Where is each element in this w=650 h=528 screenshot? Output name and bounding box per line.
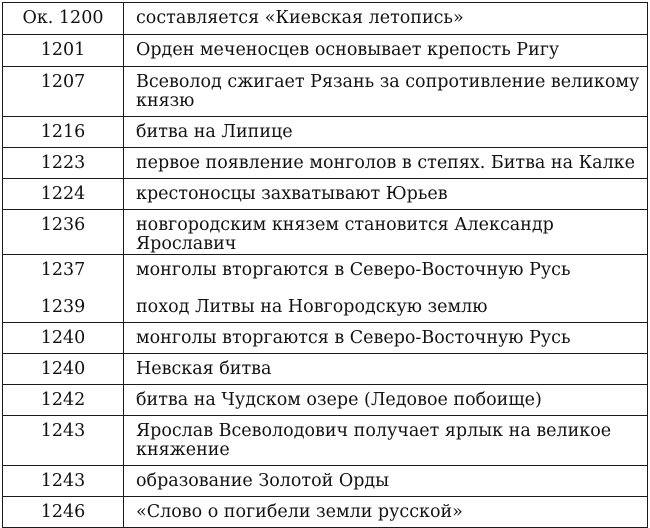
event-cell-secondary: поход Литвы на Новгородскую землю	[136, 297, 488, 317]
event-cell: составляется «Киевская летопись»	[136, 8, 464, 28]
event-cell: Ярослав Всеволодович получает ярлык на великое княжение	[136, 421, 612, 460]
table-row	[3, 179, 648, 210]
year-cell: 1246	[40, 502, 86, 522]
year-cell: 1243	[40, 471, 86, 491]
event-cell: Невская битва	[136, 359, 272, 379]
year-cell-secondary: 1239	[40, 297, 86, 317]
event-cell: «Слово о погибели земли русской»	[136, 502, 463, 522]
event-cell: Орден меченосцев основывает крепость Ригу	[136, 40, 560, 60]
event-cell: монголы вторгаются в Северо-Восточную Русь	[136, 260, 571, 280]
year-cell: 1223	[40, 153, 86, 173]
year-cell: 1243	[40, 421, 86, 441]
table-row	[3, 416, 648, 466]
table-row	[3, 323, 648, 354]
event-cell: образование Золотой Орды	[136, 471, 390, 491]
event-cell: монголы вторгаются в Северо-Восточную Русь	[136, 328, 571, 348]
table-row	[3, 3, 648, 35]
year-cell: 1224	[40, 184, 86, 204]
event-cell: битва на Чудском озере (Ледовое побоище)	[136, 390, 542, 410]
event-cell: первое появление монголов в степях. Битва на Калке	[136, 153, 635, 173]
event-cell: новгородским князем становится Александр Ярославич	[136, 215, 554, 254]
table-row	[3, 466, 648, 497]
year-cell: 1201	[40, 40, 86, 60]
table-row	[3, 117, 648, 148]
year-cell: 1242	[40, 390, 86, 410]
year-cell: 1216	[40, 122, 86, 142]
event-cell: Всеволод сжигает Рязань за сопротивление великому князю	[136, 72, 640, 111]
table-row	[3, 255, 648, 323]
year-cell: 1240	[40, 359, 86, 379]
year-cell: 1207	[40, 72, 86, 92]
table-row	[3, 497, 648, 528]
table-row	[3, 385, 648, 416]
event-cell: крестоносцы захватывают Юрьев	[136, 184, 448, 204]
year-cell: 1237	[40, 260, 86, 280]
year-cell: Ок. 1200	[22, 8, 104, 28]
table-row	[3, 35, 648, 67]
event-cell: битва на Липице	[136, 122, 293, 142]
year-cell: 1240	[40, 328, 86, 348]
year-cell: 1236	[40, 215, 86, 235]
table-row	[3, 148, 648, 179]
table-row	[3, 67, 648, 117]
table-row	[3, 354, 648, 385]
table-row	[3, 210, 648, 255]
chronology-table	[2, 2, 648, 528]
